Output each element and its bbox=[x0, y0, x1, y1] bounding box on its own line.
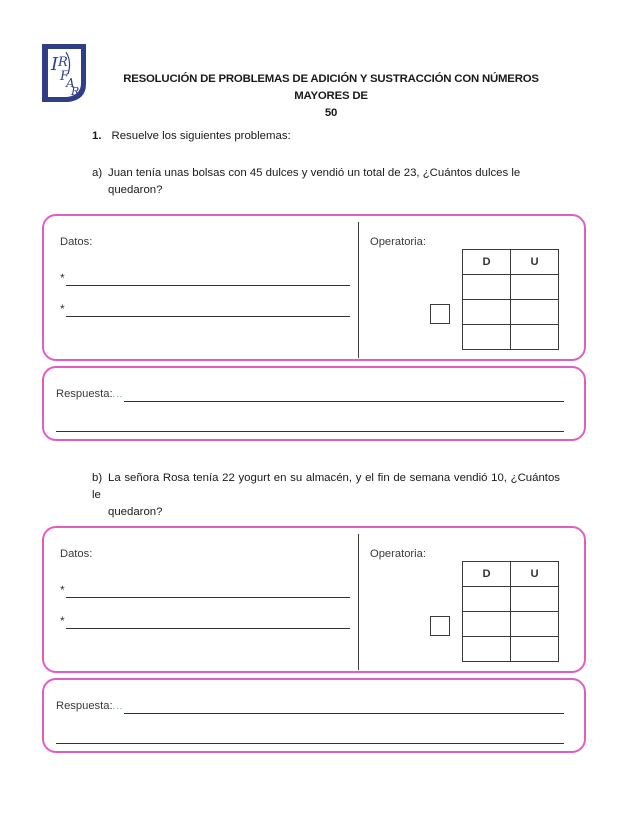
datos-answer-line-2[interactable] bbox=[66, 628, 350, 629]
datos-answer-line-1[interactable] bbox=[66, 285, 350, 286]
respuesta-label: Respuesta:... bbox=[56, 388, 124, 400]
grid-header-u: U bbox=[511, 562, 559, 587]
problem-a-answer-box bbox=[42, 366, 586, 441]
grid-cell[interactable] bbox=[463, 325, 511, 350]
operatoria-label: Operatoria: bbox=[370, 236, 426, 248]
datos-answer-line-1[interactable] bbox=[66, 597, 350, 598]
operation-sign-box[interactable] bbox=[430, 304, 450, 324]
problem-b-answer-box bbox=[42, 678, 586, 753]
datos-label: Datos: bbox=[60, 236, 93, 248]
problem-a-label: a) bbox=[92, 167, 103, 179]
svg-text:F: F bbox=[60, 69, 70, 84]
grid-cell[interactable] bbox=[511, 325, 559, 350]
grid-cell[interactable] bbox=[511, 637, 559, 662]
problem-a-line1: Juan tenía unas bolsas con 45 dulces y vendió un total de 23, ¿Cuántos dulces le bbox=[108, 167, 521, 179]
svg-text:R: R bbox=[71, 85, 80, 98]
problem-b-text bbox=[92, 470, 560, 521]
grid-header-d: D bbox=[463, 562, 511, 587]
divider-line bbox=[358, 534, 359, 670]
problem-b-work-box bbox=[42, 526, 586, 673]
respuesta-line-2[interactable] bbox=[56, 431, 564, 432]
divider-line bbox=[358, 222, 359, 358]
instruction bbox=[92, 130, 291, 142]
respuesta-line-2[interactable] bbox=[56, 743, 564, 744]
school-logo bbox=[38, 40, 98, 106]
datos-bullet: * bbox=[60, 583, 65, 597]
operatoria-label: Operatoria: bbox=[370, 548, 426, 560]
problem-a-line2: quedaron? bbox=[108, 184, 163, 196]
datos-answer-line-2[interactable] bbox=[66, 316, 350, 317]
grid-cell[interactable] bbox=[463, 612, 511, 637]
title-line-2: 50 bbox=[324, 107, 338, 119]
green-dots: ... bbox=[112, 389, 124, 399]
respuesta-line-1[interactable] bbox=[124, 401, 564, 402]
problem-b-line1: La señora Rosa tenía 22 yogurt en su almacén, y el fin de semana vendió 10, ¿Cuántos le bbox=[92, 472, 560, 501]
worksheet-title bbox=[100, 71, 562, 122]
instruction-number: 1. bbox=[92, 130, 102, 142]
datos-bullet: * bbox=[60, 614, 65, 628]
respuesta-line-1[interactable] bbox=[124, 713, 564, 714]
grid-header-d: D bbox=[463, 250, 511, 275]
problem-a-work-box bbox=[42, 214, 586, 361]
du-place-value-grid bbox=[462, 249, 559, 350]
grid-cell[interactable] bbox=[511, 612, 559, 637]
datos-bullet: * bbox=[60, 271, 65, 285]
datos-bullet: * bbox=[60, 302, 65, 316]
grid-header-u: U bbox=[511, 250, 559, 275]
svg-text:I: I bbox=[51, 54, 59, 75]
svg-text:A: A bbox=[66, 76, 75, 90]
grid-cell[interactable] bbox=[511, 275, 559, 300]
du-place-value-grid bbox=[462, 561, 559, 662]
svg-text:R: R bbox=[58, 55, 68, 70]
green-dots: ... bbox=[112, 701, 124, 711]
instruction-text: Resuelve los siguientes problemas: bbox=[111, 130, 291, 142]
grid-cell[interactable] bbox=[463, 587, 511, 612]
problem-a-text bbox=[92, 165, 560, 199]
respuesta-label: Respuesta:... bbox=[56, 700, 124, 712]
problem-b-line2: quedaron? bbox=[108, 506, 163, 518]
grid-cell[interactable] bbox=[463, 300, 511, 325]
grid-cell[interactable] bbox=[463, 637, 511, 662]
grid-cell[interactable] bbox=[511, 587, 559, 612]
grid-cell[interactable] bbox=[511, 300, 559, 325]
grid-cell[interactable] bbox=[463, 275, 511, 300]
problem-b-label: b) bbox=[92, 472, 103, 484]
title-line-1: RESOLUCIÓN DE PROBLEMAS DE ADICIÓN Y SUSTRACCIÓN CON NÚMEROS MAYORES DE bbox=[123, 73, 539, 102]
operation-sign-box[interactable] bbox=[430, 616, 450, 636]
datos-label: Datos: bbox=[60, 548, 93, 560]
